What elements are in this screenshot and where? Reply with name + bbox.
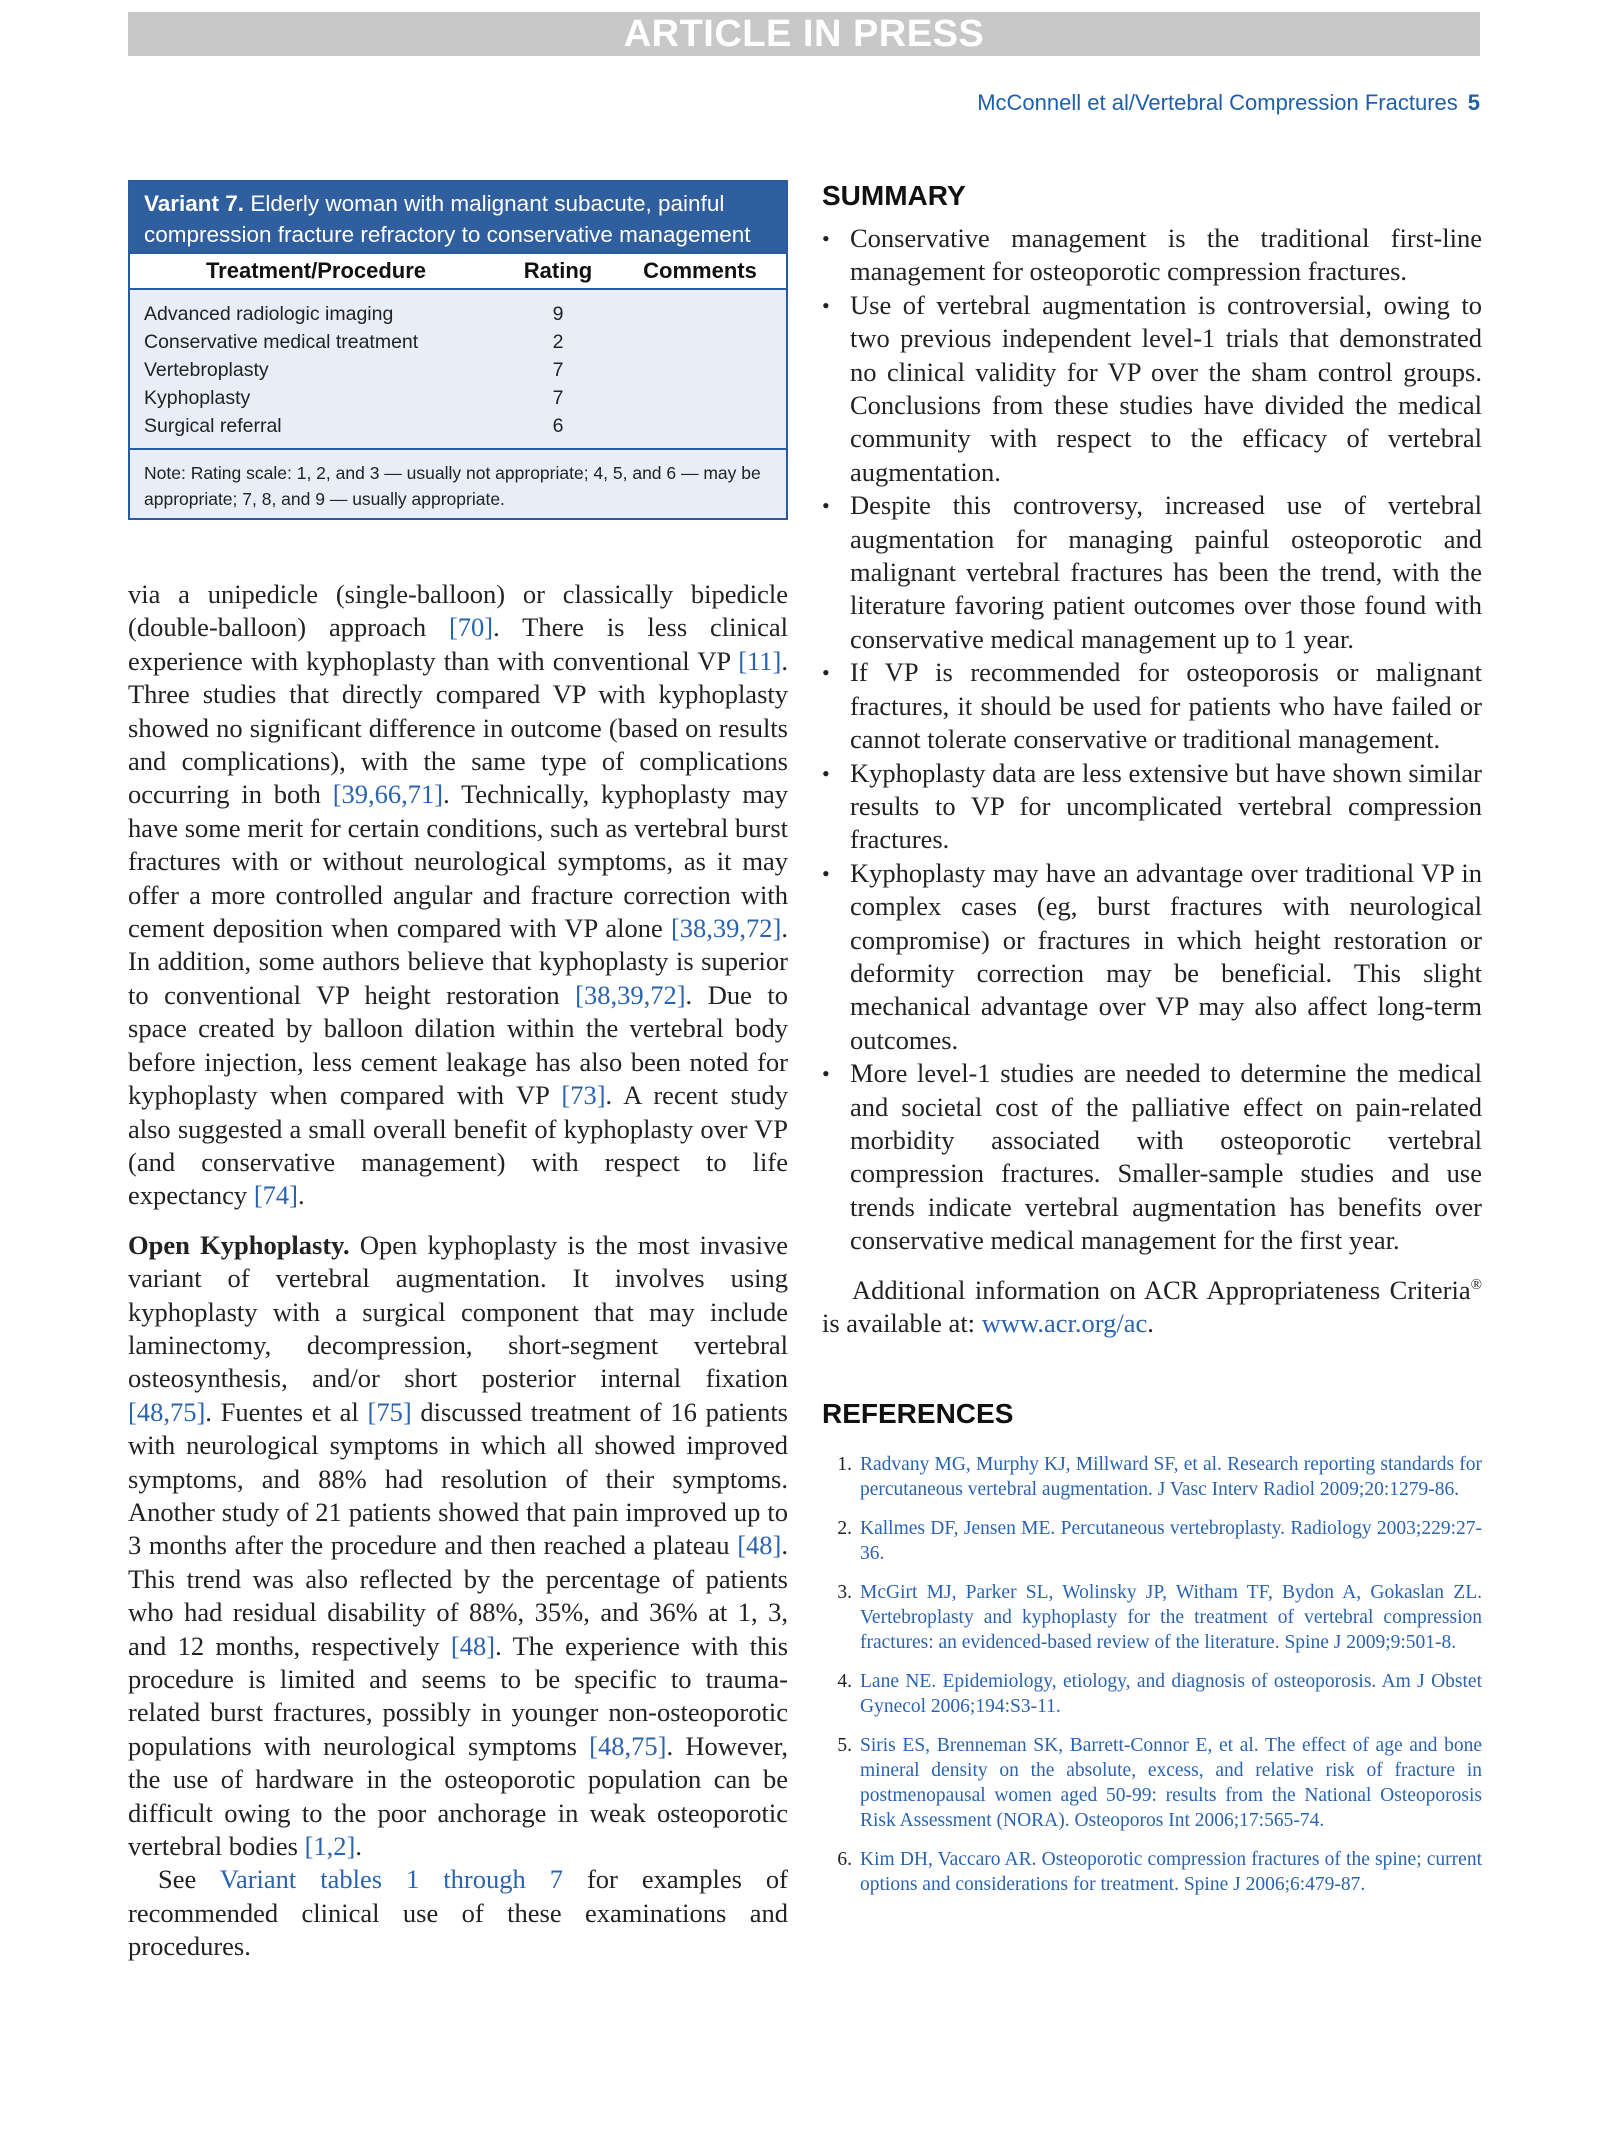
- rating-cell: 9: [552, 303, 564, 325]
- procedure-cell: Surgical referral: [144, 415, 282, 437]
- citation-link[interactable]: [39,66,71]: [332, 779, 444, 810]
- text-run: . Technically, kyphoplasty may have some merit for certain conditions, such as vertebral burst fractures with or without neurological symptoms, as it may offer a more controlled angular and fracture correction with cement deposition when compared with VP alone: [128, 779, 788, 944]
- procedure-cell: Kyphoplasty: [144, 387, 251, 409]
- text-run: See: [158, 1864, 220, 1895]
- citation-link[interactable]: [48,75]: [128, 1396, 206, 1427]
- variant-tables-link[interactable]: Variant tables 1 through 7: [219, 1864, 563, 1895]
- text-run: . This trend was also reflected by the percentage of patients who had residual disability of 88%, 35%, and 36% at 1, 3, and 12 months, respectively: [128, 1530, 788, 1661]
- table-row: [130, 412, 786, 440]
- rating-cell: 6: [552, 415, 564, 437]
- list-item-text: More level-1 studies are needed to determine the medical and societal cost of the palliative effect on pain-related morbidity associated with osteoporotic vertebral compression fractures. Smaller-sample studies and use trends indicate vertebral augmentation has benefits over conservative medical management for the first year.: [850, 1058, 1482, 1256]
- comments-cell: [614, 300, 786, 328]
- paragraph: [128, 1863, 788, 1963]
- running-head: [977, 90, 1480, 116]
- bullet: •: [822, 660, 830, 686]
- additional-info-text: is available at:: [822, 1308, 982, 1338]
- left-column: [128, 180, 788, 1964]
- reference-number: 1.: [837, 1454, 852, 1476]
- additional-info-text: .: [1147, 1308, 1154, 1338]
- registered-mark: ®: [1470, 1276, 1482, 1293]
- column-header-rating: Rating: [523, 258, 593, 283]
- rating-cell: 7: [552, 359, 564, 381]
- reference-item: [822, 1580, 1482, 1655]
- variant-table: [128, 180, 788, 520]
- text-run: . However, the use of hardware in the osteoporotic population can be difficult owing to the poor anchorage in weak osteoporotic vertebral bodies: [128, 1730, 789, 1862]
- reference-item: [822, 1733, 1482, 1833]
- text-run: discussed treatment of 16 patients with neurological symptoms in which all showed improved symptoms, and 88% had resolution of their symptoms. Another study of 21 patients showed that pain improved up to 3 months after the procedure and then reached a plateau: [128, 1396, 788, 1561]
- list-item: [822, 656, 1482, 756]
- reference-item: [822, 1847, 1482, 1897]
- citation-link[interactable]: [48]: [450, 1630, 496, 1661]
- comments-cell: [614, 328, 786, 356]
- list-item-text: Conservative management is the traditional first-line management for osteoporotic compression fractures.: [850, 223, 1482, 287]
- citation-link[interactable]: [48,75]: [589, 1730, 667, 1761]
- list-item: [822, 489, 1482, 656]
- citation-link[interactable]: [75]: [367, 1396, 412, 1427]
- table-row: [130, 328, 786, 356]
- paragraph: [128, 578, 788, 1213]
- text-run: .: [297, 1180, 305, 1211]
- left-body-text: [128, 578, 788, 1964]
- text-run: . Due to space created by balloon dilation within the vertebral body before injection, less cement leakage has also been noted for kyphoplasty when compared with VP: [128, 979, 789, 1111]
- running-head-title: McConnell et al/Vertebral Compression Fractures: [977, 90, 1458, 115]
- bullet: •: [822, 860, 830, 886]
- additional-info-text: Additional information on ACR Appropriateness Criteria: [852, 1274, 1471, 1305]
- list-item-text: Despite this controversy, increased use of vertebral augmentation for managing painful osteoporotic and malignant vertebral fractures has been the trend, with the literature favoring patient outcomes over those found with conservative medical management up to 1 year.: [850, 490, 1482, 654]
- variant-table-body: [130, 290, 786, 448]
- citation-link[interactable]: [70]: [448, 612, 494, 643]
- bullet: •: [822, 1061, 830, 1087]
- procedure-cell: Advanced radiologic imaging: [144, 303, 394, 325]
- text-run: via a unipedicle (single-balloon) or classically bipedicle (double-balloon) approach: [128, 579, 788, 643]
- paragraph: [128, 1229, 788, 1864]
- text-run: . The experience with this procedure is limited and seems to be specific to trauma-related burst fractures, possibly in younger non-osteoporotic populations with neurological symptoms: [128, 1630, 789, 1761]
- reference-text[interactable]: McGirt MJ, Parker SL, Wolinsky JP, Witham TF, Bydon A, Gokaslan ZL. Vertebroplasty and kyphoplasty for the treatment of vertebral compression fractures: an evidenced-based review of the literature. Spine J 2009;9:501-8.: [860, 1582, 1482, 1654]
- variant-table-note: Note: Rating scale: 1, 2, and 3 — usually not appropriate; 4, 5, and 6 — may be appropriate; 7, 8, and 9 — usually appropriate.: [130, 448, 786, 518]
- reference-item: [822, 1669, 1482, 1719]
- table-row: [130, 356, 786, 384]
- page-number: 5: [1467, 90, 1480, 115]
- article-in-press-banner: ARTICLE IN PRESS: [128, 12, 1480, 56]
- reference-item: [822, 1516, 1482, 1566]
- variant-label: Variant 7.: [144, 191, 245, 216]
- bullet: •: [822, 292, 830, 318]
- text-run: . Three studies that directly compared VP with kyphoplasty showed no significant difference in outcome (based on results and complications), with the same type of complications occurring in both: [128, 645, 788, 810]
- table-row: [130, 384, 786, 412]
- comments-cell: [614, 384, 786, 412]
- rating-cell: 2: [552, 331, 564, 353]
- reference-number: 2.: [837, 1518, 852, 1540]
- list-item: [822, 222, 1482, 289]
- reference-number: 3.: [837, 1582, 852, 1604]
- text-run: Open kyphoplasty is the most invasive variant of vertebral augmentation. It involves using kyphoplasty with a surgical component that may include laminectomy, decompression, short-segment vertebral osteosynthesis, and/or short posterior internal fixation: [128, 1229, 788, 1394]
- column-header-procedure: Treatment/Procedure: [205, 258, 427, 283]
- citation-link[interactable]: [1,2]: [304, 1831, 356, 1862]
- citation-link[interactable]: [38,39,72]: [575, 979, 686, 1010]
- procedure-cell: Conservative medical treatment: [144, 331, 419, 353]
- references-list: [822, 1452, 1482, 1897]
- run-in-heading: Open Kyphoplasty.: [128, 1229, 350, 1260]
- variant-table-title: [130, 182, 786, 252]
- variant-description: Elderly woman with malignant subacute, painful compression fracture refractory to conservative management: [144, 191, 751, 247]
- reference-text[interactable]: Kim DH, Vaccaro AR. Osteoporotic compression fractures of the spine; current options and considerations for treatment. Spine J 2006;6:479-87.: [860, 1849, 1482, 1896]
- citation-link[interactable]: [48]: [737, 1530, 782, 1561]
- citation-link[interactable]: [74]: [253, 1180, 298, 1211]
- additional-info: [822, 1274, 1482, 1341]
- right-column: [822, 180, 1482, 1911]
- text-run: for examples of recommended clinical use of these examinations and procedures.: [128, 1864, 788, 1962]
- rating-cell: 7: [552, 387, 564, 409]
- reference-number: 5.: [837, 1735, 852, 1757]
- summary-list: [822, 222, 1482, 1258]
- reference-item: [822, 1452, 1482, 1502]
- text-run: . In addition, some authors believe that kyphoplasty is superior to conventional VP height restoration: [128, 913, 788, 1010]
- bullet: •: [822, 760, 830, 786]
- list-item-text: If VP is recommended for osteoporosis or malignant fractures, it should be used for patients who have failed or cannot tolerate conservative or traditional management.: [850, 657, 1482, 755]
- citation-link[interactable]: [73]: [561, 1080, 606, 1111]
- references-heading: REFERENCES: [822, 1398, 1014, 1430]
- summary-heading: SUMMARY: [822, 180, 966, 211]
- citation-link[interactable]: [11]: [738, 645, 782, 676]
- list-item: [822, 857, 1482, 1057]
- acr-link[interactable]: www.acr.org/ac: [981, 1308, 1148, 1338]
- list-item: [822, 757, 1482, 857]
- reference-number: 6.: [837, 1849, 852, 1871]
- reference-text[interactable]: Kallmes DF, Jensen ME. Percutaneous vertebroplasty. Radiology 2003;229:27-36.: [860, 1518, 1482, 1565]
- reference-text[interactable]: Lane NE. Epidemiology, etiology, and diagnosis of osteoporosis. Am J Obstet Gynecol 2006;194:S3-11.: [860, 1671, 1482, 1718]
- reference-number: 4.: [837, 1671, 852, 1693]
- bullet: •: [822, 226, 830, 251]
- list-item: [822, 1057, 1482, 1257]
- list-item-text: Use of vertebral augmentation is controversial, owing to two previous independent level-1 trials that demonstrated no clinical validity for VP over the sham control groups. Conclusions from these studies have divided the medical community with respect to the efficacy of vertebral augmentation.: [850, 289, 1482, 487]
- procedure-cell: Vertebroplasty: [144, 359, 269, 381]
- comments-cell: [614, 356, 786, 384]
- list-item: [822, 289, 1482, 489]
- text-run: . There is less clinical experience with kyphoplasty than with conventional VP: [128, 612, 788, 676]
- list-item-text: Kyphoplasty may have an advantage over traditional VP in complex cases (eg, burst fractures with neurological compromise) or fractures in which height restoration or deformity correction may be beneficial. This slight mechanical advantage over VP may also affect long-term outcomes.: [850, 857, 1482, 1055]
- text-run: . A recent study also suggested a small overall benefit of kyphoplasty over VP (and conservative management) with respect to life expectancy: [128, 1080, 788, 1211]
- table-row: [130, 300, 786, 328]
- bullet: •: [822, 493, 830, 519]
- comments-cell: [614, 412, 786, 440]
- variant-table-header: [130, 252, 786, 290]
- reference-text[interactable]: Siris ES, Brenneman SK, Barrett-Connor E, et al. The effect of age and bone mineral density on the absolute, excess, and relative risk of fracture in postmenopausal women aged 50-99: results from the National Osteoporosis Risk Assessment (NORA). Osteoporos Int 2006;17:565-74.: [860, 1735, 1482, 1832]
- list-item-text: Kyphoplasty data are less extensive but have shown similar results to VP for uncomplicated vertebral compression fractures.: [850, 757, 1482, 855]
- reference-text[interactable]: Radvany MG, Murphy KJ, Millward SF, et al. Research reporting standards for percutaneous vertebral augmentation. J Vasc Interv Radiol 2009;20:1279-86.: [860, 1454, 1482, 1501]
- text-run: .: [355, 1831, 363, 1862]
- column-header-comments: Comments: [643, 258, 757, 283]
- text-run: . Fuentes et al: [205, 1396, 368, 1427]
- citation-link[interactable]: [38,39,72]: [670, 913, 782, 944]
